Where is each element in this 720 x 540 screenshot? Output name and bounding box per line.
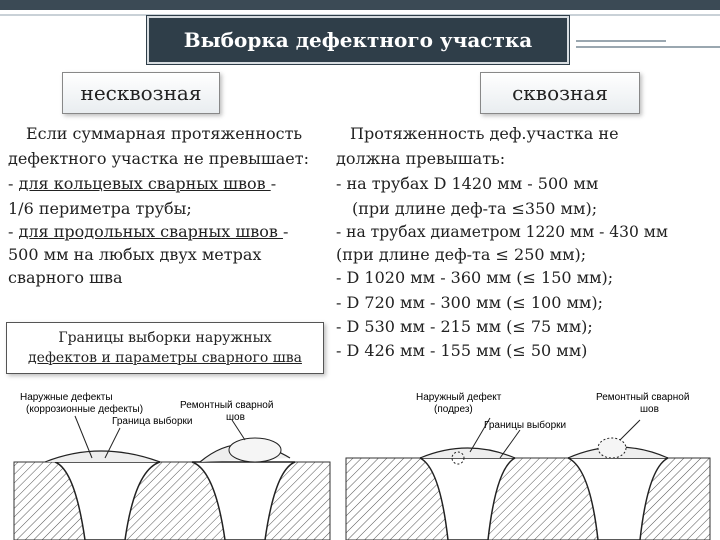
- caption-line-2: дефектов и параметры сварного шва: [28, 350, 302, 366]
- right-text-line-1: Протяженность деф.участка не: [350, 124, 619, 143]
- right-text-line-8: - D 720 мм - 300 мм (≤ 100 мм);: [336, 293, 603, 312]
- right-repair-bead: [598, 438, 626, 458]
- right-weld-diagram: [346, 391, 710, 540]
- decor-line-2: [576, 46, 720, 48]
- right-text-line-5: - на трубах диаметром 1220 мм - 430 мм: [336, 223, 668, 241]
- right-text-line-2: должна превышать:: [336, 149, 506, 168]
- label-nonthrough: несквозная: [62, 72, 220, 114]
- right-text-line-9: - D 530 мм - 215 мм (≤ 75 мм);: [336, 317, 593, 336]
- right-arrow-2: [500, 430, 520, 458]
- decor-line-1: [576, 40, 666, 42]
- left-text-line-3: [8, 174, 276, 194]
- label-outer-defect-2: (подрез): [434, 404, 473, 415]
- longitudinal-welds-link[interactable]: для продольных сварных швов: [18, 222, 283, 241]
- label-sample-boundary: Граница выборки: [112, 416, 193, 427]
- label-repair-weld-1: Ремонтный сварной: [180, 400, 274, 411]
- label-repair-weld-r-2: шов: [640, 404, 659, 415]
- left-weld-diagram: [14, 391, 330, 540]
- left-text-line-3-prefix: -: [8, 174, 19, 193]
- diagram-caption: [6, 322, 324, 374]
- right-text-line-6: (при длине деф-та ≤ 250 мм);: [336, 245, 587, 264]
- weld-diagrams: [0, 378, 720, 540]
- caption-line-1: Границы выборки наружных: [58, 330, 272, 346]
- label-outer-defect-1: Наружный дефект: [416, 392, 502, 403]
- label-outer-defects-1: Наружные дефекты: [20, 392, 113, 403]
- top-bar: [0, 0, 720, 10]
- label-through: сквозная: [480, 72, 640, 114]
- left-text-line-2: дефектного участка не превышает:: [8, 149, 309, 168]
- label-outer-defects-2: (коррозионные дефекты): [26, 404, 144, 415]
- ring-welds-link[interactable]: для кольцевых сварных швов: [18, 174, 271, 193]
- left-weld-cap-1: [45, 451, 160, 462]
- left-text-line-6: 500 мм на любых двух метрах: [8, 245, 262, 264]
- page-title: Выборка дефектного участка: [147, 16, 569, 64]
- label-sample-boundaries: Границы выборки: [484, 420, 567, 431]
- left-text-line-4: 1/6 периметра трубы;: [8, 199, 192, 218]
- label-repair-weld-2: шов: [226, 412, 245, 423]
- right-text-line-10: - D 426 мм - 155 мм (≤ 50 мм): [336, 341, 588, 360]
- left-repair-bead: [229, 438, 281, 462]
- label-repair-weld-r-1: Ремонтный сварной: [596, 392, 690, 403]
- left-text-line-5-prefix: -: [8, 222, 19, 241]
- left-text-line-5-suffix: -: [282, 222, 289, 241]
- right-text-line-3: - на трубах D 1420 мм - 500 мм: [336, 174, 599, 193]
- left-text-line-7: сварного шва: [8, 268, 123, 287]
- right-arrow-3: [620, 420, 640, 440]
- left-arrow-3: [232, 420, 245, 440]
- left-text-line-1: Если суммарная протяженность: [26, 124, 303, 143]
- right-text-line-7: - D 1020 мм - 360 мм (≤ 150 мм);: [336, 268, 614, 287]
- left-text-line-5: [8, 222, 288, 242]
- right-text-line-4: (при длине деф-та ≤350 мм);: [352, 199, 598, 218]
- left-text-line-3-suffix: -: [270, 174, 277, 193]
